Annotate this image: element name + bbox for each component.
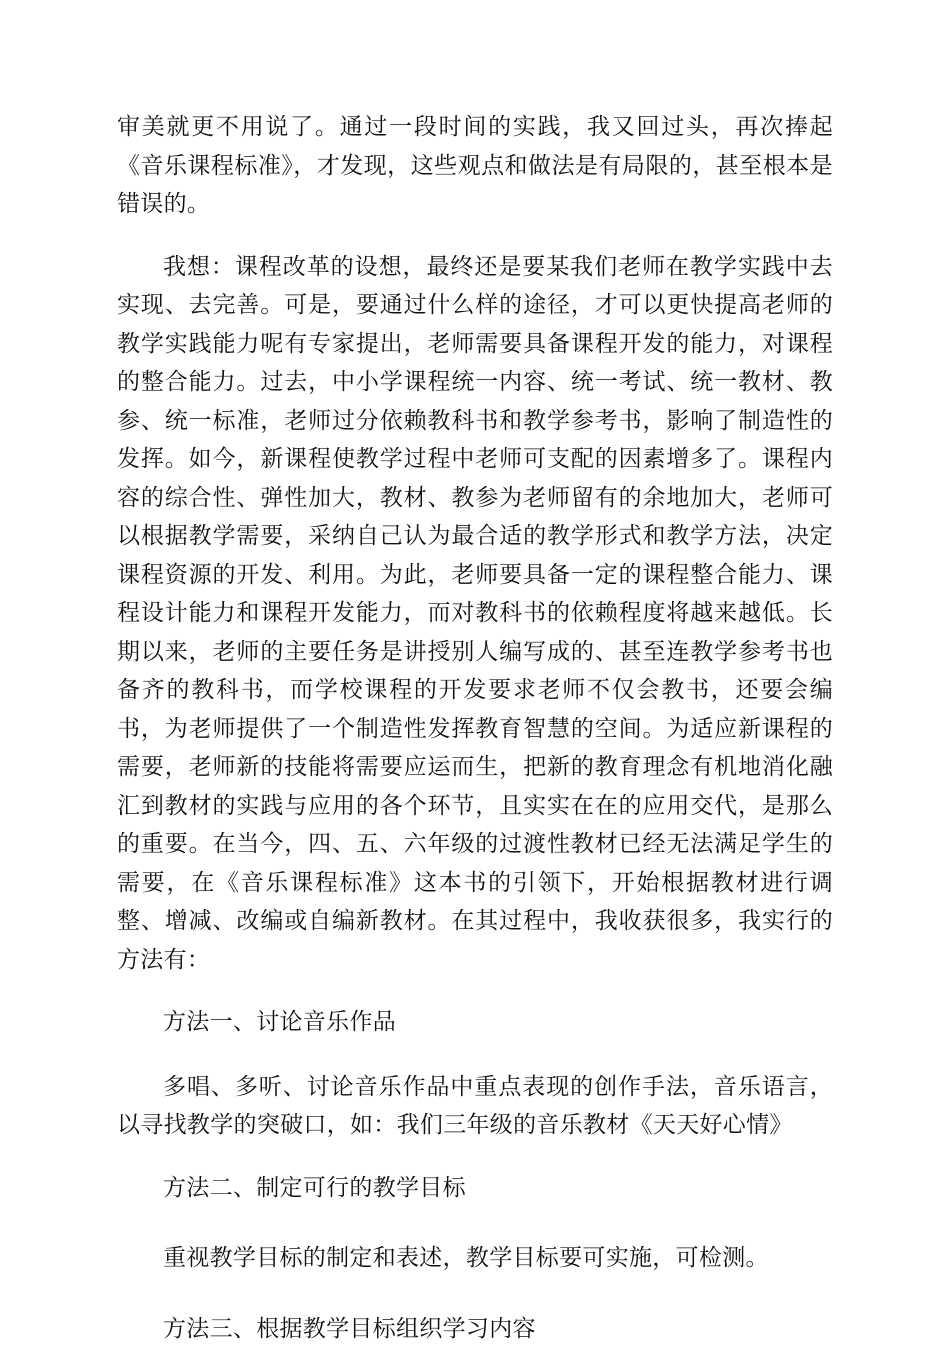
method-one-body: 多唱、多听、讨论音乐作品中重点表现的创作手法，音乐语言，以寻找教学的突破口，如：我们三年级的音乐教材《天天好心情》 xyxy=(117,1068,833,1145)
paragraph-intro-continuation: 审美就更不用说了。通过一段时间的实践，我又回过头，再次捧起《音乐课程标准》，才发现，这些观点和做法是有局限的，甚至根本是错误的。 xyxy=(117,108,833,224)
method-two-body: 重视教学目标的制定和表述，教学目标要可实施，可检测。 xyxy=(117,1239,833,1278)
method-two-heading: 方法二、制定可行的教学目标 xyxy=(117,1169,833,1208)
method-three-heading: 方法三、根据教学目标组织学习内容 xyxy=(117,1310,833,1348)
document-page xyxy=(117,108,833,1348)
method-one-heading: 方法一、讨论音乐作品 xyxy=(117,1003,833,1042)
paragraph-curriculum-reform: 我想：课程改革的设想，最终还是要某我们老师在教学实践中去实现、去完善。可是，要通过什么样的途径，才可以更快提高老师的教学实践能力呢有专家提出，老师需要具备课程开发的能力，对课程的整合能力。过去，中小学课程统一内容、统一考试、统一教材、教参、统一标准，老师过分依赖教科书和教学参考书，影响了制造性的发挥。如今，新课程使教学过程中老师可支配的因素增多了。课程内容的综合性、弹性加大，教材、教参为老师留有的余地加大，老师可以根据教学需要，采纳自己认为最合适的教学形式和教学方法，决定课程资源的开发、利用。为此，老师要具备一定的课程整合能力、课程设计能力和课程开发能力，而对教科书的依赖程度将越来越低。长期以来，老师的主要任务是讲授别人编写成的、甚至连教学参考书也备齐的教科书，而学校课程的开发要求老师不仅会教书，还要会编书，为老师提供了一个制造性发挥教育智慧的空间。为适应新课程的需要，老师新的技能将需要应运而生，把新的教育理念有机地消化融汇到教材的实践与应用的各个环节，且实实在在的应用交代，是那么的重要。在当今，四、五、六年级的过渡性教材已经无法满足学生的需要，在《音乐课程标准》这本书的引领下，开始根据教材进行调整、增减、改编或自编新教材。在其过程中，我收获很多，我实行的方法有： xyxy=(117,248,833,980)
